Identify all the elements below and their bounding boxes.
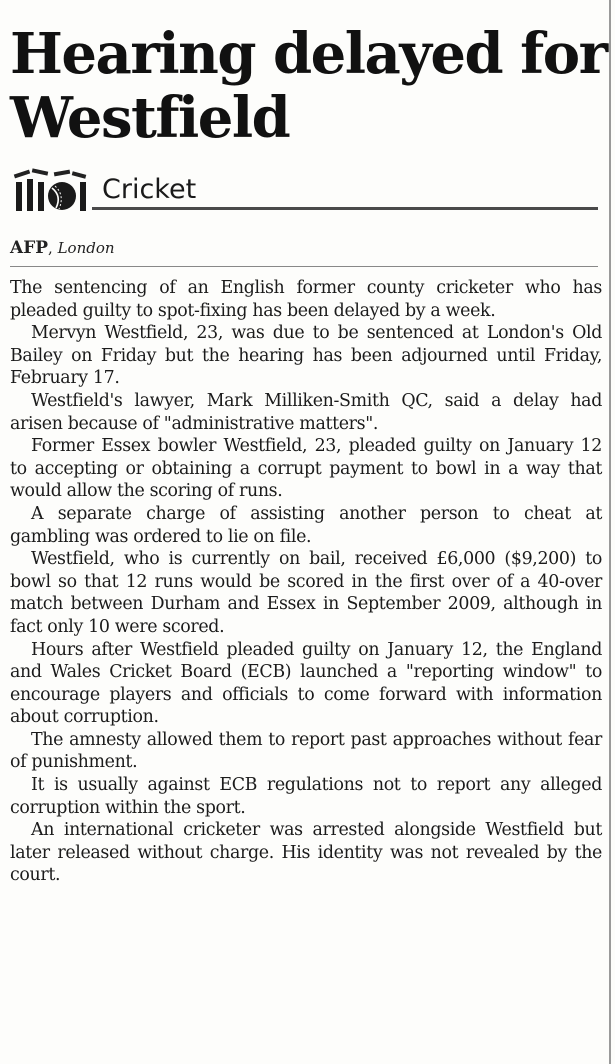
paragraph: Westfield's lawyer, Mark Milliken-Smith QC, said a delay had arisen because of "administrative matters". — [10, 390, 602, 434]
byline-agency: AFP — [10, 238, 49, 258]
paragraph: A separate charge of assisting another person to cheat at gambling was ordered to lie on file. — [10, 503, 602, 547]
paragraph: Mervyn Westfield, 23, was due to be sentenced at London's Old Bailey on Friday but the hearing has been adjourned until Friday, February 17. — [10, 323, 602, 389]
byline-divider — [10, 266, 598, 267]
cricket-stumps-ball-icon — [10, 168, 92, 212]
paragraph: Westfield, who is currently on bail, received £6,000 ($9,200) to bowl so that 12 runs would be scored in the first over of a 40-over match between Durham and Essex in September 2009, although in fact only 10 were scored. — [10, 549, 602, 637]
column-rule — [609, 0, 611, 1064]
paragraph: The sentencing of an English former county cricketer who has pleaded guilty to spot-fixing has been delayed by a week. — [10, 278, 602, 321]
article-body — [10, 277, 602, 887]
paragraph: Former Essex bowler Westfield, 23, pleaded guilty on January 12 to accepting or obtaining a corrupt payment to bowl in a way that would allow the scoring of runs. — [10, 436, 602, 502]
paragraph: Hours after Westfield pleaded guilty on January 12, the England and Wales Cricket Board (ECB) launched a "reporting window" to encourage players and officials to come forward with information about corruption. — [10, 639, 602, 728]
paragraph: An international cricketer was arrested alongside Westfield but later released without charge. His identity was not revealed by the court. — [10, 820, 602, 886]
headline: Hearing delayed for Westfield — [10, 21, 607, 151]
byline-place: London — [57, 239, 115, 257]
section-label: Cricket — [102, 174, 197, 205]
section-divider — [92, 207, 598, 210]
paragraph: It is usually against ECB regulations not to report any alleged corruption within the sport. — [10, 775, 602, 818]
byline: AFP, London — [10, 238, 115, 258]
paragraph: The amnesty allowed them to report past approaches without fear of punishment. — [10, 729, 602, 773]
section-header — [10, 168, 598, 212]
